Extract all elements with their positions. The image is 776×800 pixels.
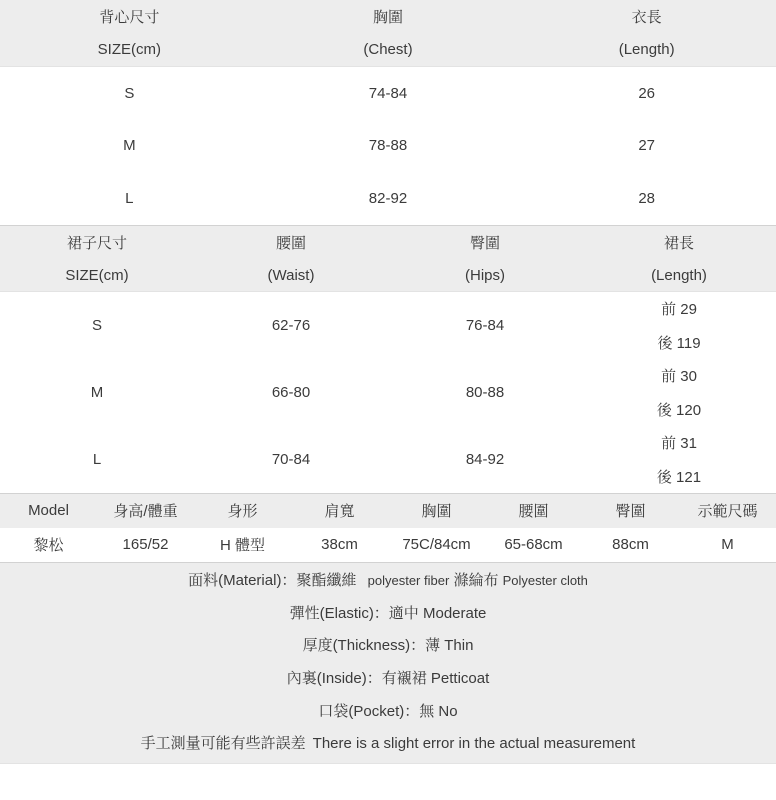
product-info-footer [0, 562, 776, 764]
model-header-height-weight: 身高/體重 [113, 503, 178, 521]
vest-row-s-length: 26 [638, 84, 655, 102]
inside-line: 內裏(Inside)：有襯裙 Petticoat [286, 670, 490, 688]
skirt-header-length-en: (Length) [651, 266, 707, 284]
skirt-header-waist-en: (Waist) [267, 266, 315, 284]
model-header-body-shape: 身形 [227, 503, 258, 521]
model-hips: 88cm [612, 536, 649, 554]
vest-header-size-en: SIZE(cm) [97, 41, 161, 58]
skirt-row-l-size: L [92, 450, 102, 468]
elastic-line: 彈性(Elastic)：適中 Moderate [289, 604, 487, 622]
skirt-table-body [0, 292, 776, 493]
skirt-table-header [0, 225, 776, 292]
model-chest: 75C/84cm [402, 536, 471, 554]
material-label: 面料(Material)： [188, 572, 297, 590]
model-height-weight: 165/52 [122, 536, 169, 554]
material-line [0, 571, 776, 591]
vest-row-m-size: M [123, 137, 136, 155]
skirt-row-s-hips: 76-84 [465, 316, 505, 334]
model-table-header [0, 493, 776, 528]
skirt-row-m-length [582, 359, 776, 426]
skirt-row-l [0, 426, 776, 493]
vest-row-l-length: 28 [638, 189, 655, 207]
vest-header-chest-cn: 胸圍 [372, 9, 403, 26]
model-demo-size: M [721, 536, 734, 554]
vest-row-l-size: L [125, 189, 134, 207]
model-header-shoulder: 肩寬 [324, 503, 355, 521]
skirt-header-waist-cn: 腰圍 [275, 234, 306, 252]
vest-row-l-chest: 82-92 [368, 189, 408, 207]
model-name: 黎松 [33, 537, 64, 555]
skirt-header-length-cn: 裙長 [663, 234, 694, 252]
skirt-header-size-cn: 裙子尺寸 [66, 234, 127, 252]
material-en: polyester fiber [367, 573, 450, 589]
model-shoulder: 38cm [321, 536, 358, 554]
skirt-header-hips-en: (Hips) [465, 266, 505, 284]
pocket-line: 口袋(Pocket)：無 No [318, 702, 458, 720]
model-header-chest: 胸圍 [421, 503, 452, 521]
skirt-header-size [0, 226, 194, 292]
skirt-header-hips [388, 226, 582, 292]
skirt-row-m-size: M [90, 383, 104, 401]
vest-header-length-cn: 衣長 [631, 9, 662, 26]
model-header-demo-size: 示範尺碼 [697, 503, 758, 521]
vest-header-size-cn: 背心尺寸 [99, 9, 160, 26]
skirt-header-waist [194, 226, 388, 292]
vest-row-s-size: S [124, 84, 135, 102]
model-body-shape: H 體型 [219, 537, 265, 555]
vest-row-s [0, 67, 776, 120]
skirt-row-s-size: S [91, 316, 102, 334]
vest-header-size [0, 0, 259, 66]
skirt-row-s-length-back: 後 119 [657, 334, 701, 352]
vest-table-header [0, 0, 776, 67]
vest-header-chest [259, 0, 518, 66]
skirt-row-s [0, 292, 776, 359]
skirt-row-s-waist: 62-76 [271, 316, 311, 334]
skirt-row-m-length-back: 後 120 [656, 401, 702, 419]
model-table-row [0, 528, 776, 562]
skirt-row-m-waist: 66-80 [271, 383, 311, 401]
material-cn: 聚酯纖維 [296, 572, 357, 590]
model-header-model: Model [28, 502, 69, 520]
vest-row-l [0, 172, 776, 225]
skirt-row-s-length-front: 前 29 [661, 301, 697, 319]
material-en2: Polyester cloth [502, 573, 588, 589]
skirt-row-l-length-back: 後 121 [656, 468, 702, 486]
vest-header-length [517, 0, 776, 66]
skirt-row-l-length [582, 426, 776, 493]
skirt-row-s-length [582, 292, 776, 359]
vest-table-body [0, 67, 776, 225]
skirt-row-l-hips: 84-92 [465, 450, 505, 468]
model-header-waist: 腰圍 [518, 503, 549, 521]
vest-row-m-length: 27 [638, 137, 655, 155]
vest-header-length-en: (Length) [618, 41, 675, 58]
model-waist: 65-68cm [504, 536, 563, 554]
disclaimer-cn: 手工測量可能有些許誤差 [140, 735, 306, 753]
skirt-header-size-en: SIZE(cm) [65, 266, 129, 284]
skirt-row-m-hips: 80-88 [465, 383, 505, 401]
skirt-row-m-length-front: 前 30 [661, 368, 697, 386]
disclaimer-line [0, 734, 776, 754]
skirt-row-l-waist: 70-84 [271, 450, 311, 468]
vest-row-s-chest: 74-84 [368, 84, 408, 102]
skirt-row-l-length-front: 前 31 [661, 435, 697, 453]
skirt-row-m [0, 359, 776, 426]
skirt-header-hips-cn: 臀圍 [469, 234, 500, 252]
model-header-hips: 臀圍 [615, 503, 646, 521]
vest-header-chest-en: (Chest) [363, 41, 413, 58]
skirt-header-length [582, 226, 776, 292]
vest-row-m-chest: 78-88 [368, 137, 408, 155]
disclaimer-en: There is a slight error in the actual measurement [312, 735, 636, 753]
vest-row-m [0, 120, 776, 173]
material-cn2: 滌綸布 [453, 572, 499, 590]
thickness-line: 厚度(Thickness)：薄 Thin [302, 637, 474, 655]
